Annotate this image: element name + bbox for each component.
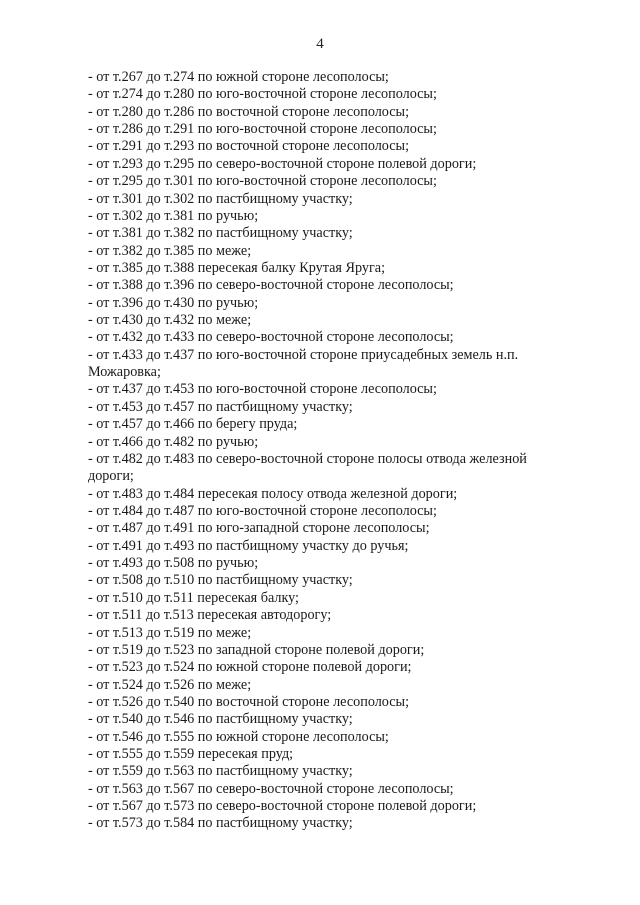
- list-item: - от т.385 до т.388 пересекая балку Крутая Яруга;: [88, 259, 386, 276]
- list-item: - от т.274 до т.280 по юго-восточной стороне лесополосы;: [88, 86, 437, 103]
- list-item-continuation: дороги;: [88, 468, 134, 485]
- list-item: - от т.573 до т.584 по пастбищному участку;: [88, 815, 353, 832]
- list-item: - от т.540 до т.546 по пастбищному участку;: [88, 711, 353, 728]
- list-item: - от т.519 до т.523 по западной стороне полевой дороги;: [88, 641, 425, 658]
- list-item: - от т.433 до т.437 по юго-восточной стороне приусадебных земель н.п.: [88, 346, 519, 363]
- list-item: - от т.523 до т.524 по южной стороне полевой дороги;: [88, 659, 412, 676]
- list-item: - от т.466 до т.482 по ручью;: [88, 433, 259, 450]
- list-item: - от т.524 до т.526 по меже;: [88, 676, 252, 693]
- list-item: - от т.293 до т.295 по северо-восточной стороне полевой дороги;: [88, 155, 477, 172]
- list-item: - от т.563 до т.567 по северо-восточной стороне лесополосы;: [88, 780, 454, 797]
- list-item: - от т.396 до т.430 по ручью;: [88, 294, 259, 311]
- list-item: - от т.484 до т.487 по юго-восточной стороне лесополосы;: [88, 502, 437, 519]
- boundary-description-list: [88, 69, 568, 833]
- list-item: - от т.453 до т.457 по пастбищному участку;: [88, 398, 353, 415]
- page-number: 4: [316, 36, 324, 52]
- list-item: - от т.513 до т.519 по меже;: [88, 624, 252, 641]
- list-item: - от т.267 до т.274 по южной стороне лесополосы;: [88, 69, 389, 85]
- list-item: - от т.382 до т.385 по меже;: [88, 242, 252, 259]
- list-item: - от т.381 до т.382 по пастбищному участку;: [88, 225, 353, 242]
- list-item: - от т.280 до т.286 по восточной стороне лесополосы;: [88, 103, 410, 120]
- list-item: - от т.301 до т.302 по пастбищному участку;: [88, 190, 353, 207]
- list-item: - от т.432 до т.433 по северо-восточной стороне лесополосы;: [88, 329, 454, 346]
- list-item: - от т.457 до т.466 по берегу пруда;: [88, 416, 298, 433]
- list-item: - от т.286 до т.291 по юго-восточной стороне лесополосы;: [88, 121, 437, 138]
- list-item: - от т.302 до т.381 по ручью;: [88, 207, 259, 224]
- list-item: - от т.510 до т.511 пересекая балку;: [88, 589, 299, 606]
- list-item: - от т.511 до т.513 пересекая автодорогу;: [88, 607, 332, 624]
- list-item: - от т.555 до т.559 пересекая пруд;: [88, 746, 294, 763]
- list-item: - от т.388 до т.396 по северо-восточной стороне лесополосы;: [88, 277, 454, 294]
- list-item: - от т.567 до т.573 по северо-восточной стороне полевой дороги;: [88, 798, 477, 815]
- list-item: - от т.487 до т.491 по юго-западной стороне лесополосы;: [88, 520, 430, 537]
- list-item: - от т.526 до т.540 по восточной стороне лесополосы;: [88, 693, 410, 710]
- list-item: - от т.493 до т.508 по ручью;: [88, 555, 259, 572]
- list-item: - от т.546 до т.555 по южной стороне лесополосы;: [88, 728, 389, 745]
- list-item: - от т.482 до т.483 по северо-восточной стороне полосы отвода железной: [88, 450, 527, 467]
- list-item: - от т.291 до т.293 по восточной стороне лесополосы;: [88, 138, 410, 155]
- list-item: - от т.491 до т.493 по пастбищному участку до ручья;: [88, 537, 409, 554]
- list-item: - от т.295 до т.301 по юго-восточной стороне лесополосы;: [88, 173, 437, 190]
- list-item: - от т.430 до т.432 по меже;: [88, 312, 252, 329]
- list-item-continuation: Можаровка;: [88, 364, 161, 381]
- list-item: - от т.508 до т.510 по пастбищному участку;: [88, 572, 353, 589]
- list-item: - от т.559 до т.563 по пастбищному участку;: [88, 763, 353, 780]
- list-item: - от т.483 до т.484 пересекая полосу отвода железной дороги;: [88, 485, 458, 502]
- list-item: - от т.437 до т.453 по юго-восточной стороне лесополосы;: [88, 381, 437, 398]
